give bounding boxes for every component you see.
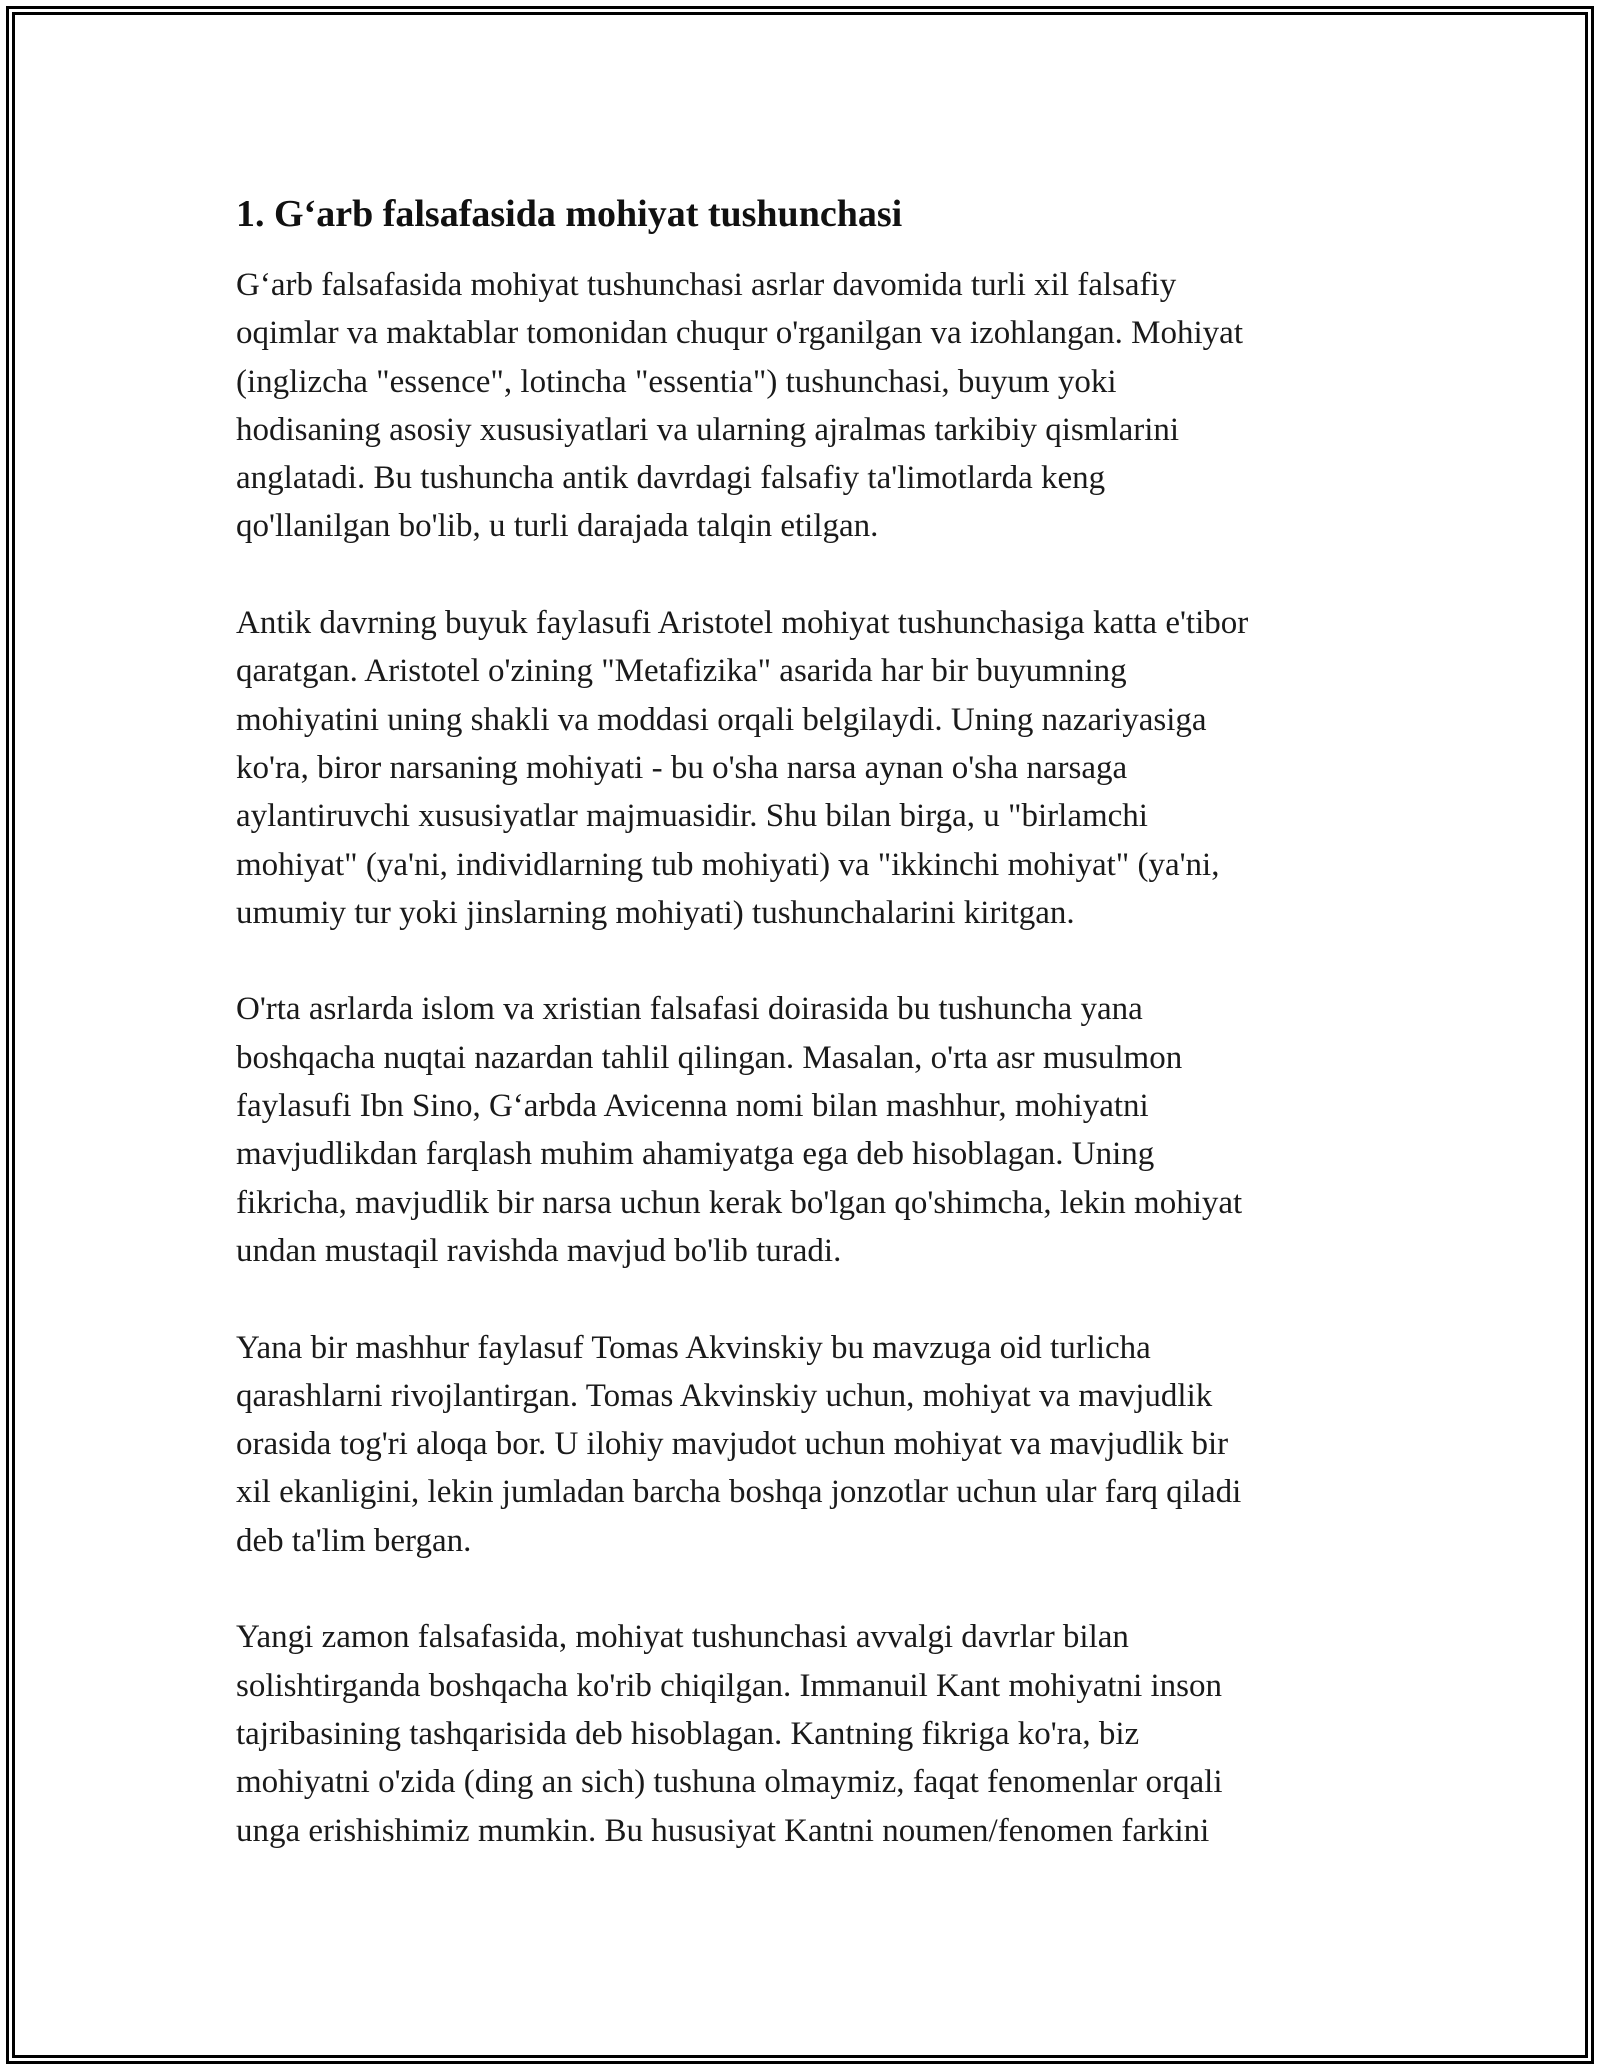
paragraph-line: mohiyatni o'zida (ding an sich) tushuna olmaymiz, faqat fenomenlar orqali [236,1764,1223,1801]
paragraph-line: mohiyat" (ya'ni, individlarning tub mohiyati) va "ikkinchi mohiyat" (ya'ni, [236,846,1220,883]
paragraph-line: aylantiruvchi xususiyatlar majmuasidir. Shu bilan birga, u "birlamchi [236,798,1148,835]
paragraph-line: tajribasining tashqarisida deb hisoblagan. Kantning fikriga ko'ra, biz [236,1715,1140,1752]
paragraph-line: qo'llanilgan bo'lib, u turli darajada talqin etilgan. [236,508,879,545]
document-body [236,261,1376,1855]
paragraph-line: anglatadi. Bu tushuncha antik davrdagi falsafiy ta'limotlarda keng [236,460,1106,497]
paragraph-line: hodisaning asosiy xususiyatlari va ularning ajralmas tarkibiy qismlarini [236,411,1180,448]
paragraph-line: umumiy tur yoki jinslarning mohiyati) tushunchalarini kiritgan. [236,894,1075,931]
paragraph-1 [236,261,1376,551]
paragraph-5 [236,1613,1376,1854]
paragraph-line: unga erishishimiz mumkin. Bu hususiyat Kantni noumen/fenomen farkini [236,1812,1210,1849]
section-heading: 1. G‘arb falsafasida mohiyat tushunchasi [236,193,903,235]
paragraph-line: qaratgan. Aristotel o'zining "Metafizika" asarida har bir buyumning [236,653,1127,690]
paragraph-line: (inglizcha "essence", lotincha "essentia") tushunchasi, buyum yoki [236,363,1117,400]
paragraph-line: mavjudlikdan farqlash muhim ahamiyatga ega deb hisoblagan. Uning [236,1136,1155,1173]
paragraph-line: Antik davrning buyuk faylasufi Aristotel mohiyat tushunchasiga katta e'tibor [236,605,1249,642]
paragraph-line: Yana bir mashhur faylasuf Tomas Akvinskiy bu mavzuga oid turlicha [236,1329,1151,1366]
paragraph-line: fikricha, mavjudlik bir narsa uchun kerak bo'lgan qo'shimcha, lekin mohiyat [236,1184,1243,1221]
paragraph-line: ko'ra, biror narsaning mohiyati - bu o'sha narsa aynan o'sha narsaga [236,749,1128,786]
paragraph-2 [236,599,1376,937]
paragraph-line: Yangi zamon falsafasida, mohiyat tushunchasi avvalgi davrlar bilan [236,1619,1129,1656]
paragraph-line: faylasufi Ibn Sino, G‘arbda Avicenna nomi bilan mashhur, mohiyatni [236,1088,1149,1125]
paragraph-line: boshqacha nuqtai nazardan tahlil qilingan. Masalan, o'rta asr musulmon [236,1039,1183,1076]
paragraph-line: qarashlarni rivojlantirgan. Tomas Akvinskiy uchun, mohiyat va mavjudlik [236,1377,1213,1414]
paragraph-line: O'rta asrlarda islom va xristian falsafasi doirasida bu tushuncha yana [236,991,1143,1028]
paragraph-line: oqimlar va maktablar tomonidan chuqur o'rganilgan va izohlangan. Mohiyat [236,315,1243,352]
paragraph-line: deb ta'lim bergan. [236,1522,472,1559]
document-page [236,188,1376,1855]
paragraph-line: xil ekanligini, lekin jumladan barcha boshqa jonzotlar uchun ular farq qiladi [236,1474,1242,1511]
paragraph-4 [236,1324,1376,1565]
paragraph-line: solishtirganda boshqacha ko'rib chiqilgan. Immanuil Kant mohiyatni inson [236,1667,1223,1704]
paragraph-line: G‘arb falsafasida mohiyat tushunchasi asrlar davomida turli xil falsafiy [236,267,1177,303]
paragraph-line: undan mustaqil ravishda mavjud bo'lib turadi. [236,1232,842,1269]
paragraph-line: mohiyatini uning shakli va moddasi orqali belgilaydi. Uning nazariyasiga [236,701,1207,738]
paragraph-3 [236,985,1376,1275]
paragraph-line: orasida tog'ri aloqa bor. U ilohiy mavjudot uchun mohiyat va mavjudlik bir [236,1426,1229,1463]
